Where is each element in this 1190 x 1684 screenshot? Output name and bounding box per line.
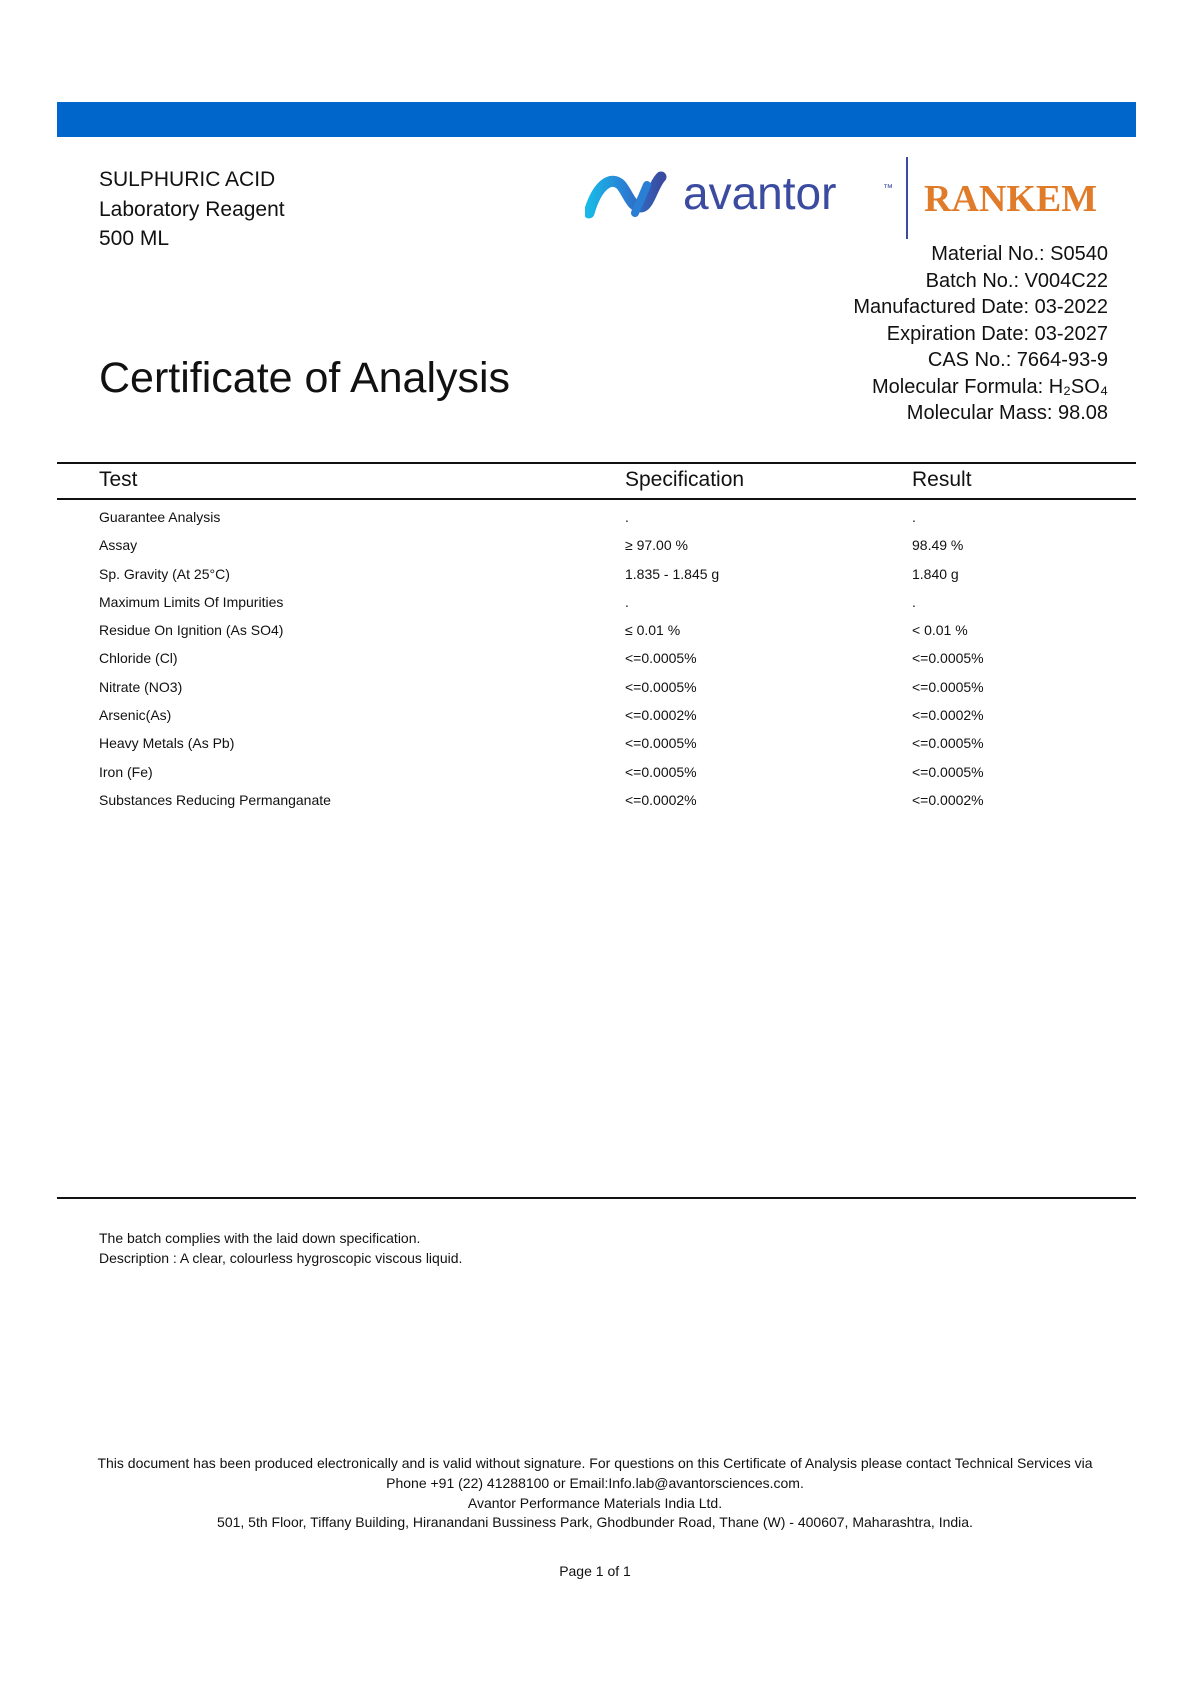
rankem-wordmark: RANKEM (924, 178, 1098, 220)
logo-divider (906, 157, 908, 239)
cell-result: <=0.0005% (912, 763, 984, 780)
cell-test: Chloride (Cl) (99, 650, 178, 667)
table-row (0, 758, 1190, 786)
compliance-statement: The batch complies with the laid down specification. (99, 1230, 421, 1246)
footer-address: 501, 5th Floor, Tiffany Building, Hiranandani Bussiness Park, Ghodbunder Road, Thane (W) - 400607, Maharashtra, India. (217, 1514, 973, 1531)
cell-result: . (912, 593, 916, 610)
expiration-date: Expiration Date: 03-2027 (886, 322, 1108, 345)
product-info (99, 165, 285, 254)
table-row (0, 503, 1190, 531)
analysis-table-body (0, 503, 1190, 814)
cell-specification: ≥ 97.00 % (625, 537, 688, 554)
top-color-bar (57, 102, 1136, 137)
table-row (0, 531, 1190, 559)
cell-test: Substances Reducing Permanganate (99, 791, 331, 808)
description-statement: Description : A clear, colourless hygroscopic viscous liquid. (99, 1250, 463, 1266)
table-row (0, 786, 1190, 814)
trademark-symbol: ™ (883, 183, 893, 194)
table-row (0, 616, 1190, 644)
cell-result: <=0.0005% (912, 735, 984, 752)
cell-result: < 0.01 % (912, 622, 968, 639)
table-bottom-rule (57, 1197, 1136, 1199)
cell-test: Guarantee Analysis (99, 509, 221, 525)
cell-specification: <=0.0005% (625, 763, 697, 780)
cell-test: Assay (99, 537, 138, 554)
table-header-rule (57, 498, 1136, 500)
cell-result: <=0.0005% (912, 678, 984, 695)
cell-result: 98.49 % (912, 537, 964, 554)
cell-specification: <=0.0005% (625, 735, 697, 752)
avantor-wordmark: avantor (683, 167, 837, 219)
cell-specification: <=0.0002% (625, 707, 697, 724)
table-row (0, 729, 1190, 757)
cell-specification: <=0.0005% (625, 650, 697, 667)
cell-result: <=0.0002% (912, 707, 984, 724)
product-grade: Laboratory Reagent (99, 197, 285, 221)
cell-specification: . (625, 593, 629, 610)
molecular-formula: Molecular Formula: H₂SO₄ (872, 375, 1108, 398)
cell-test: Iron (Fe) (99, 763, 153, 780)
molecular-mass: Molecular Mass: 98.08 (906, 402, 1108, 424)
cas-number: CAS No.: 7664-93-9 (927, 349, 1108, 371)
cell-specification: <=0.0005% (625, 678, 697, 695)
cell-specification: 1.835 - 1.845 g (625, 565, 720, 582)
cell-result: . (912, 509, 916, 525)
footer (60, 1454, 1130, 1533)
cell-test: Heavy Metals (As Pb) (99, 735, 235, 752)
page-number: Page 1 of 1 (559, 1563, 631, 1579)
notes (99, 1228, 462, 1268)
table-row (0, 560, 1190, 588)
cell-specification: ≤ 0.01 % (625, 622, 681, 639)
header-test: Test (99, 468, 138, 491)
avantor-wave-icon (589, 177, 661, 213)
table-row (0, 673, 1190, 701)
product-name: SULPHURIC ACID (99, 168, 276, 191)
cell-result: 1.840 g (912, 565, 959, 582)
cell-specification: . (625, 509, 629, 525)
table-row (0, 644, 1190, 672)
material-number: Material No.: S0540 (931, 243, 1108, 265)
table-row (0, 588, 1190, 616)
cell-result: <=0.0005% (912, 650, 984, 667)
cell-test: Sp. Gravity (At 25°C) (99, 565, 230, 582)
cell-test: Nitrate (NO3) (99, 678, 183, 695)
cell-specification: <=0.0002% (625, 791, 697, 808)
header-specification: Specification (625, 468, 745, 491)
material-details (853, 241, 1108, 427)
company-logo (585, 155, 1115, 241)
product-pack-size: 500 ML (99, 227, 170, 250)
batch-number: Batch No.: V004C22 (925, 269, 1108, 292)
footer-disclaimer: This document has been produced electronically and is valid without signature. For questions on this Certificate of Analysis please contact Technical Services via (97, 1455, 1093, 1471)
table-row (0, 701, 1190, 729)
header-result: Result (912, 468, 972, 491)
footer-company: Avantor Performance Materials India Ltd. (467, 1494, 723, 1511)
cell-test: Residue On Ignition (As SO4) (99, 622, 284, 639)
cell-result: <=0.0002% (912, 791, 984, 808)
cell-test: Maximum Limits Of Impurities (99, 593, 284, 610)
manufactured-date: Manufactured Date: 03-2022 (853, 296, 1108, 318)
document-title: Certificate of Analysis (99, 354, 511, 402)
cell-test: Arsenic(As) (99, 707, 172, 724)
footer-contact: Phone +91 (22) 41288100 or Email:Info.lab@avantorsciences.com. (386, 1474, 804, 1491)
table-top-rule (57, 462, 1136, 464)
